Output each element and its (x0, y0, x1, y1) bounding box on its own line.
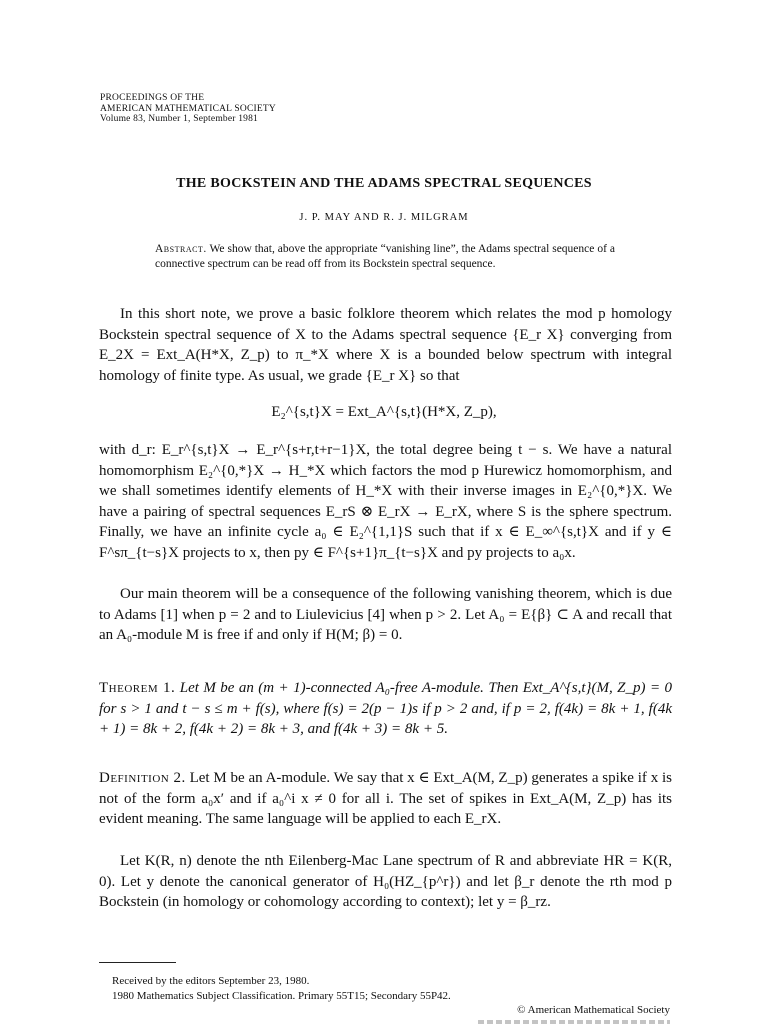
theorem-label: Theorem 1. (99, 680, 176, 696)
paper-title: THE BOCKSTEIN AND THE ADAMS SPECTRAL SEQUENCES (176, 176, 592, 191)
definition-text: Let M be an A-module. We say that x ∈ Ext_A(M, Z_p) generates a spike if x is not of the form a₀x′ and if a₀^i x ≠ 0 for all i. The set of spikes in Ext_A(M, Z_p) has its evident meaning. The same language will be applied to each E_rX. (99, 770, 673, 827)
footnote-received: Received by the editors September 23, 1980. (112, 975, 310, 987)
abstract (155, 242, 615, 272)
abstract-label: Abstract. (155, 243, 207, 255)
definition-2 (99, 768, 672, 830)
theorem-text: Let M be an (m + 1)-connected A₀-free A-module. Then Ext_A^{s,t}(M, Z_p) = 0 for s > 1 and t − s ≤ m + f(s), where f(s) = 2(p − 1)s if p > 2 and, if p = 2, f(4k) = 8k + 1, f(4k + 1) = 8k + 2, f(4k + 2) = 8k + 3, and f(4k + 3) = 8k + 5. (99, 680, 673, 737)
paragraph-differentials: with d_r: E_r^{s,t}X → E_r^{s+r,t+r−1}X, the total degree being t − s. We have a natural homomorphism E₂^{0,*}X → H_*X which factors the mod p Hurewicz homomorphism, and we shall sometimes identify elements of H_*X with their inverse images in E₂^{0,*}X. We have a pairing of spectral sequences E_rS ⊗ E_rX → E_rX, where S is the sphere spectrum. Finally, we have an infinite cycle a₀ ∈ E₂^{1,1}S such that if x ∈ E_∞^{s,t}X and if y ∈ F^sπ_{t−s}X projects to x, then py ∈ F^{s+1}π_{t−s}X and py projects to a₀x. (99, 442, 672, 561)
journal-line-3: Volume 83, Number 1, September 1981 (100, 114, 259, 124)
copyright-notice: © American Mathematical Society (517, 1004, 670, 1016)
journal-header (100, 93, 276, 125)
paragraph-eilenberg-maclane: Let K(R, n) denote the nth Eilenberg-Mac Lane spectrum of R and abbreviate HR = K(R, 0). Let y denote the canonical generator of H₀(HZ_{p^r}) and let β_r denote the rth mod p Bockstein (in homology or cohomology according to context); let y = β_rz. (99, 853, 672, 910)
theorem-1 (99, 678, 672, 740)
display-equation: E₂^{s,t}X = Ext_A^{s,t}(H*X, Z_p), (271, 404, 497, 420)
definition-label: Definition 2. (99, 770, 186, 786)
paragraph-intro: In this short note, we prove a basic folklore theorem which relates the mod p homology Bockstein spectral sequence of X to the Adams spectral sequence {E_r X} converging from E_2X = Ext_A(H*X, Z_p) to π_*X where X is a bounded below spectrum with integral homology of finite type. As usual, we grade {E_r X} so that (99, 306, 672, 384)
abstract-text: We show that, above the appropriate “vanishing line”, the Adams spectral sequence of a connective spectrum can be read off from its Bockstein spectral sequence. (155, 243, 615, 270)
copyright-line-strip (478, 1020, 670, 1024)
footnote-msc: 1980 Mathematics Subject Classification. Primary 55T15; Secondary 55P42. (112, 990, 451, 1002)
paper-authors: J. P. MAY AND R. J. MILGRAM (299, 212, 469, 223)
paragraph-main-theorem-intro: Our main theorem will be a consequence of the following vanishing theorem, which is due to Adams [1] when p = 2 and to Liulevicius [4] when p > 2. Let A₀ = E{β} ⊂ A and recall that an A₀-module M is free if and only if H(M; β) = 0. (99, 586, 672, 643)
journal-line-1: PROCEEDINGS OF THE (100, 93, 205, 103)
footnote-rule (99, 962, 176, 963)
journal-line-2: AMERICAN MATHEMATICAL SOCIETY (100, 103, 276, 114)
